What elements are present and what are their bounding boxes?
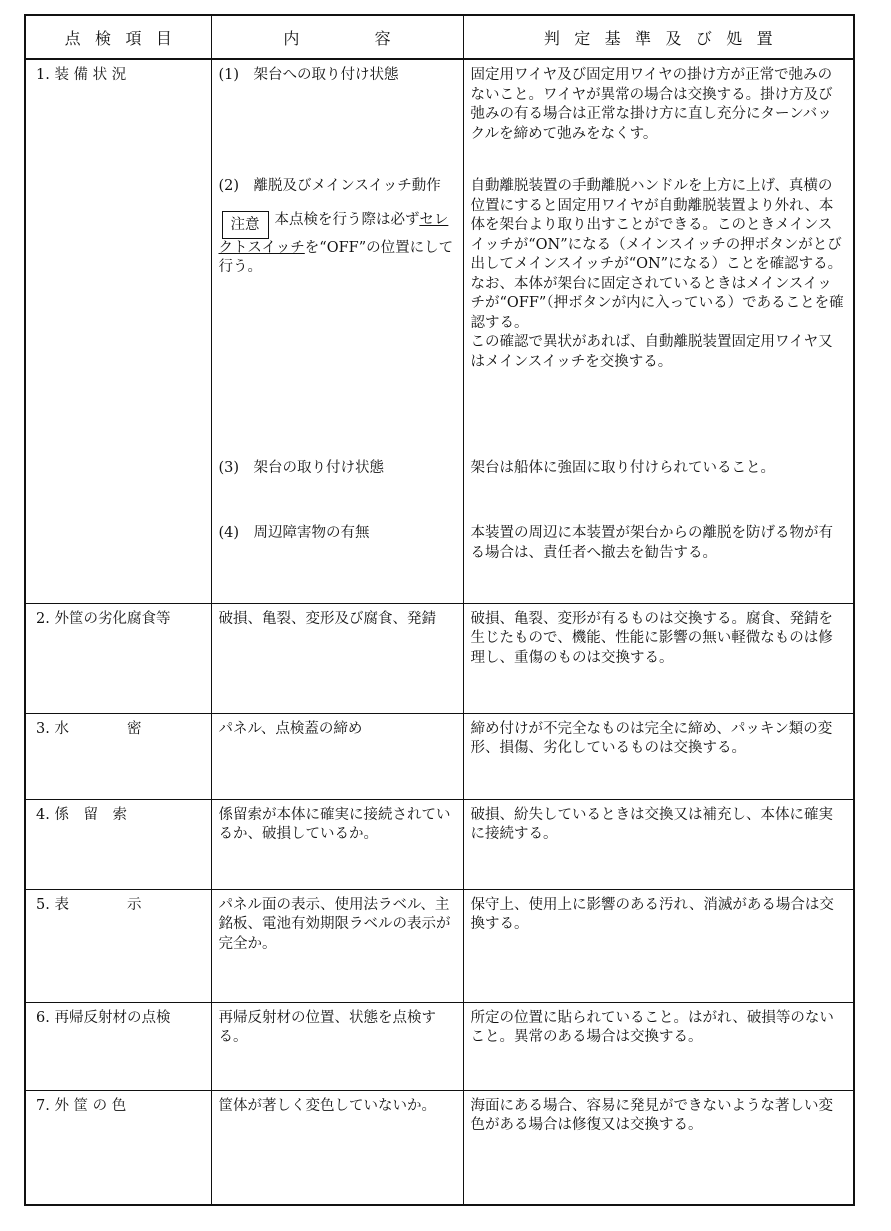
content-cell: 破損、亀裂、変形及び腐食、発錆 [211, 603, 463, 713]
caution-underline: セレクトスイッチ [218, 211, 449, 256]
table-row [25, 453, 854, 518]
criteria-cell [463, 171, 854, 453]
criteria-cell: 固定用ワイヤ及び固定用ワイヤの掛け方が正常で弛みのないこと。ワイヤが異常の場合は交換する。掛け方及び弛みの有る場合は正常な掛け方に直し充分にターンバックルを締めて弛みをなくす。 [463, 59, 854, 171]
caution-text-2: を“OFF”の位置にして行う。 [218, 239, 454, 275]
content-cell: (4) 周辺障害物の有無 [211, 518, 463, 603]
criteria-text-2: この確認で異状があれば、自動離脱装置固定用ワイヤ又はメインスイッチを交換する。 [470, 334, 833, 370]
item-cell-empty [25, 518, 211, 603]
table-row [25, 889, 854, 1002]
item-cell: 7. 外 筐 の 色 [25, 1090, 211, 1205]
criteria-cell: 締め付けが不完全なものは完全に締め、パッキン類の変形、損傷、劣化しているものは交換する。 [463, 713, 854, 799]
item-title: 1. 装 備 状 況 [36, 67, 127, 83]
header-content: 内 容 [211, 15, 463, 59]
header-row [25, 15, 854, 59]
criteria-text: 自動離脱装置の手動離脱ハンドルを上方に上げ、真横の位置にすると固定用ワイヤが自動離脱装置より外れ、本体を架台より取り出すことができる。このときメインスイッチが“ON”になる（メインスイッチの押ボタンがとび出してメインスイッチが“ON”になる）ことを確認する。なお、本体が架台に固定されているときはメインスイッチが“OFF”（押ボタンが内に入っている）であることを確認する。 [470, 178, 844, 331]
content-cell [211, 171, 463, 453]
item-cell-empty [25, 453, 211, 518]
item-cell-empty [25, 171, 211, 453]
item-cell: 6. 再帰反射材の点検 [25, 1002, 211, 1090]
inspection-table [24, 14, 855, 1206]
content-subheading: (2) 離脱及びメインスイッチ動作 [218, 178, 441, 194]
criteria-cell: 破損、紛失しているときは交換又は補充し、本体に確実に接続する。 [463, 799, 854, 889]
table-row [25, 1090, 854, 1205]
item-cell: 5. 表 示 [25, 889, 211, 1002]
criteria-cell: 本装置の周辺に本装置が架台からの離脱を防げる物が有る場合は、責任者へ撤去を勧告する。 [463, 518, 854, 603]
header-item: 点検項目 [25, 15, 211, 59]
header-criteria: 判定基準及び処置 [463, 15, 854, 59]
caution-text-1: 本点検を行う際は必ず [274, 211, 420, 228]
content-cell: パネル、点検蓋の締め [211, 713, 463, 799]
item-cell [25, 59, 211, 171]
content-cell: (1) 架台への取り付け状態 [211, 59, 463, 171]
criteria-cell: 破損、亀裂、変形が有るものは交換する。腐食、発錆を生じたもので、機能、性能に影響の無い軽微なものは修理し、重傷のものは交換する。 [463, 603, 854, 713]
criteria-cell: 架台は船体に強固に取り付けられていること。 [463, 453, 854, 518]
criteria-cell: 保守上、使用上に影響のある汚れ、消滅がある場合は交換する。 [463, 889, 854, 1002]
table-row [25, 518, 854, 603]
caution-note [219, 211, 456, 278]
table-row [25, 171, 854, 453]
content-cell: 係留索が本体に確実に接続されているか、破損しているか。 [211, 799, 463, 889]
table-row [25, 59, 854, 171]
content-cell: 筐体が著しく変色していないか。 [211, 1090, 463, 1205]
criteria-cell: 海面にある場合、容易に発見ができないような著しい変色がある場合は修復又は交換する。 [463, 1090, 854, 1205]
table-row [25, 713, 854, 799]
table-row [25, 603, 854, 713]
content-cell: 再帰反射材の位置、状態を点検する。 [211, 1002, 463, 1090]
table-row [25, 1002, 854, 1090]
item-cell: 3. 水 密 [25, 713, 211, 799]
criteria-cell: 所定の位置に貼られていること。はがれ、破損等のないこと。異常のある場合は交換する。 [463, 1002, 854, 1090]
item-cell: 4. 係 留 索 [25, 799, 211, 889]
item-cell: 2. 外筐の劣化腐食等 [25, 603, 211, 713]
table-row [25, 799, 854, 889]
content-cell: パネル面の表示、使用法ラベル、主銘板、電池有効期限ラベルの表示が完全か。 [211, 889, 463, 1002]
content-cell: (3) 架台の取り付け状態 [211, 453, 463, 518]
caution-label: 注意 [222, 211, 269, 239]
